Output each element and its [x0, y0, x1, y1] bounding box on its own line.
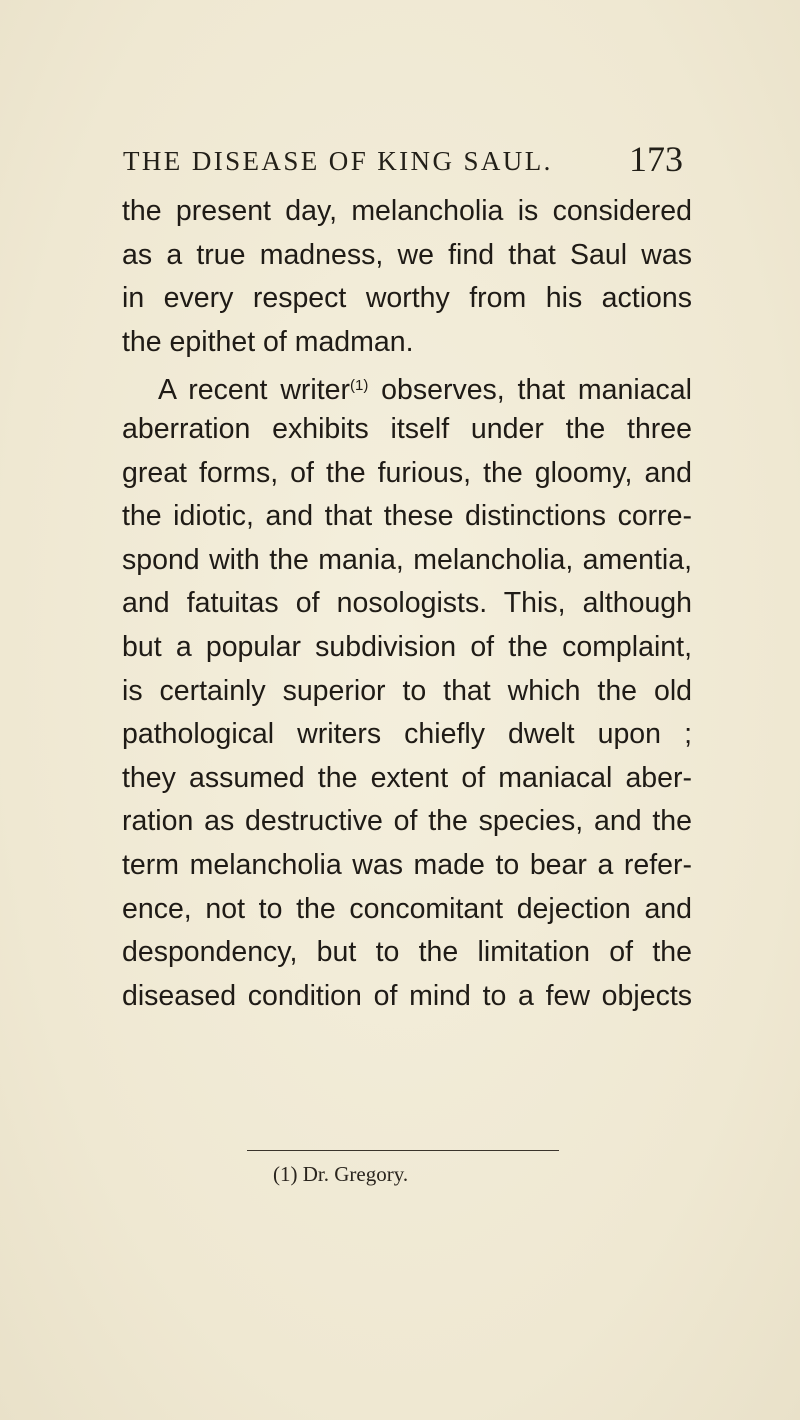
- text-line: great forms, of the furious, the gloomy, and: [122, 456, 692, 489]
- text-line: is certainly superior to that which the old: [122, 674, 692, 707]
- text-line: [122, 364, 692, 408]
- text-line: ence, not to the concomitant dejection and: [122, 892, 692, 925]
- text-line: the present day, melancholia is considered: [122, 195, 692, 227]
- text-line: despondency, but to the limitation of the: [122, 936, 692, 969]
- body-text: [122, 190, 692, 1018]
- text-line: term melancholia was made to bear a refer-: [122, 848, 692, 881]
- text-line: in every respect worthy from his actions: [122, 282, 692, 315]
- running-head: [123, 139, 683, 186]
- running-title: THE DISEASE OF KING SAUL.: [123, 146, 553, 176]
- page-number: 173: [629, 139, 683, 179]
- line-5-end: observes, that maniacal: [368, 374, 692, 407]
- footnote-reference: (1): [349, 377, 369, 395]
- footnote-divider: [247, 1150, 559, 1151]
- text-line: pathological writers chiefly dwelt upon ;: [122, 718, 692, 751]
- text-line: the epithet of madman.: [122, 325, 414, 358]
- text-line: and fatuitas of nosologists. This, although: [122, 587, 692, 620]
- text-line: spond with the mania, melancholia, amentia,: [122, 543, 692, 576]
- text-line: they assumed the extent of maniacal aber-: [122, 761, 692, 794]
- text-line: as a true madness, we find that Saul was: [122, 238, 692, 271]
- text-line: diseased condition of mind to a few objects: [122, 979, 692, 1012]
- text-line: but a popular subdivision of the complaint,: [122, 630, 692, 663]
- line-5-start: A recent writer: [158, 374, 350, 407]
- text-line: aberration exhibits itself under the three: [122, 412, 692, 445]
- text-line: the idiotic, and that these distinctions corre-: [122, 500, 692, 533]
- footnote: (1) Dr. Gregory.: [273, 1162, 409, 1186]
- text-line: ration as destructive of the species, and the: [122, 805, 692, 838]
